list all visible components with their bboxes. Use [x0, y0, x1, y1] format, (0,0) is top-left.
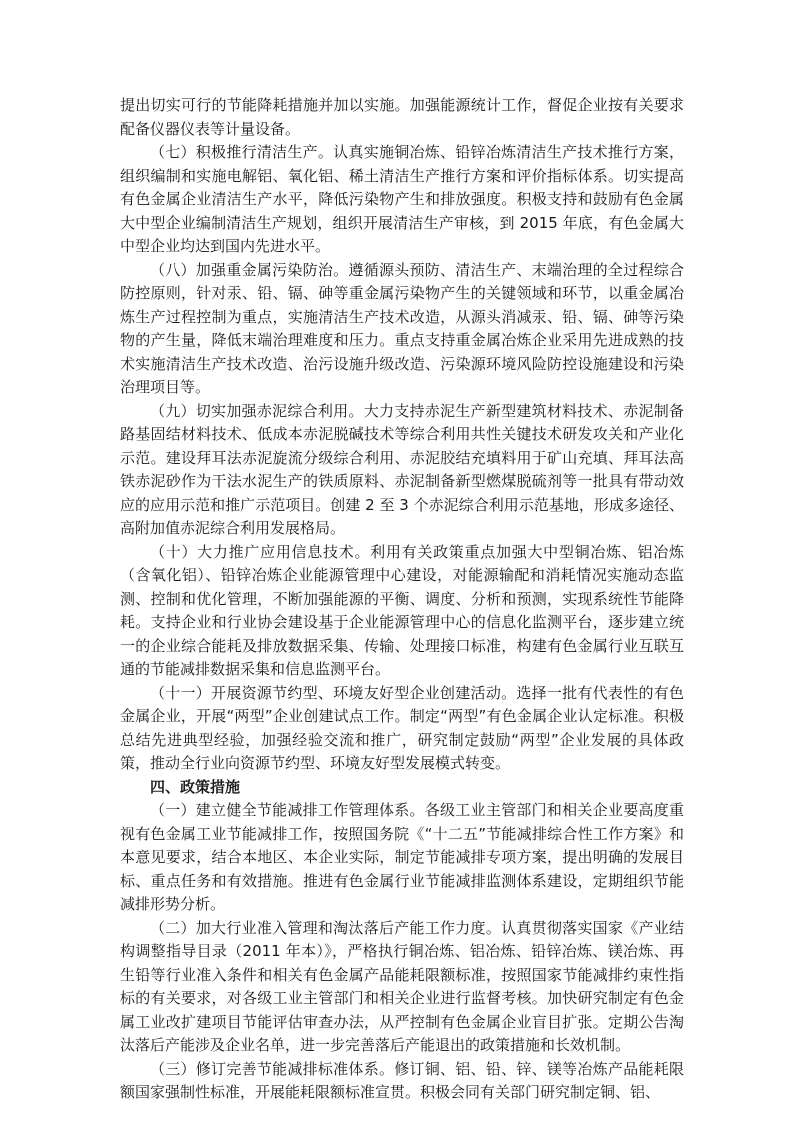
paragraph-clean-production: （七）积极推行清洁生产。认真实施铜冶炼、铅锌冶炼清洁生产技术推行方案，组织编制和实施电解铝、氧化铝、稀土清洁生产推行方案和评价指标体系。切实提高有色金属企业清洁生产水平，降低污染物产生和排放强度。积极支持和鼓励有色金属大中型企业编制清洁生产规划，组织开展清洁生产审核，到 2015 年底，有色金属大中型企业均达到国内先进水平。 — [120, 143, 684, 255]
paragraph-standards: （三）修订完善节能减排标准体系。修订铜、铝、铅、锌、镁等冶炼产品能耗限额国家强制性标准，开展能耗限额标准宣贯。积极会同有关部门研究制定铜、铝、 — [120, 1059, 684, 1101]
paragraph-continuation: 提出切实可行的节能降耗措施并加以实施。加强能源统计工作，督促企业按有关要求配备仪器仪表等计量设备。 — [120, 96, 684, 138]
paragraph-heavy-metal: （八）加强重金属污染防治。遵循源头预防、清洁生产、末端治理的全过程综合防控原则，针对汞、铅、镉、砷等重金属污染物产生的关键领域和环节，以重金属冶炼生产过程控制为重点，实施清洁生产技术改造，从源头消减汞、铅、镉、砷等污染物的产生量，降低末端治理难度和压力。重点支持重金属冶炼企业采用先进成熟的技术实施清洁生产技术改造、治污设施升级改造、污染源环境风险防控设施建设和污染治理项目等。 — [120, 260, 684, 396]
paragraph-information-technology: （十）大力推广应用信息技术。利用有关政策重点加强大中型铜冶炼、铝冶炼（含氧化铝）、铅锌冶炼企业能源管理中心建设，对能源输配和消耗情况实施动态监测、控制和优化管理，不断加强能源的平衡、调度、分析和预测，实现系统性节能降耗。支持企业和行业协会建设基于企业能源管理中心的信息化监测平台，逐步建立统一的企业综合能耗及排放数据采集、传输、处理接口标准，构建有色金属行业互联互通的节能减排数据采集和信息监测平台。 — [120, 542, 684, 678]
paragraph-two-type-enterprise: （十一）开展资源节约型、环境友好型企业创建活动。选择一批有代表性的有色金属企业，开展“两型”企业创建试点工作。制定“两型”有色金属企业认定标准。积极总结先进典型经验，加强经验交流和推广，研究制定鼓励“两型”企业发展的具体政策，推动全行业向资源节约型、环境友好型发展模式转变。 — [120, 683, 684, 772]
section-heading: 四、政策措施 — [150, 777, 241, 796]
paragraph-access-management: （二）加大行业准入管理和淘汰落后产能工作力度。认真贯彻落实国家《产业结构调整指导目录（2011 年本）》，严格执行铜冶炼、铝冶炼、铅锌冶炼、镁冶炼、再生铅等行业准入条件和相关有色金属产品能耗限额标准，按照国家节能减排约束性指标的有关要求，对各级工业主管部门和相关企业进行监督考核。加快研究制定有色金属工业改扩建项目节能评估审查办法，从严控制有色金属企业盲目扩张。定期公告淘汰落后产能涉及企业名单，进一步完善落后产能退出的政策措施和长效机制。 — [120, 918, 684, 1054]
paragraph-red-mud: （九）切实加强赤泥综合利用。大力支持赤泥生产新型建筑材料技术、赤泥制备路基固结材料技术、低成本赤泥脱碱技术等综合利用共性关键技术研发攻关和产业化示范。建设拜耳法赤泥旋流分级综合利用、赤泥胶结充填料用于矿山充填、拜耳法高铁赤泥砂作为干法水泥生产的铁质原料、赤泥制备新型燃煤脱硫剂等一批具有带动效应的应用示范和推广示范项目。创建 2 至 3 个赤泥综合利用示范基地，形成多途径、高附加值赤泥综合利用发展格局。 — [120, 401, 684, 537]
document-body — [120, 94, 684, 1105]
paragraph-management-system: （一）建立健全节能减排工作管理体系。各级工业主管部门和相关企业要高度重视有色金属工业节能减排工作，按照国务院《“十二五”节能减排综合性工作方案》和本意见要求，结合本地区、本企业实际，制定节能减排专项方案，提出明确的发展目标、重点任务和有效措施。推进有色金属行业节能减排监测体系建设，定期组织节能减排形势分析。 — [120, 801, 684, 913]
